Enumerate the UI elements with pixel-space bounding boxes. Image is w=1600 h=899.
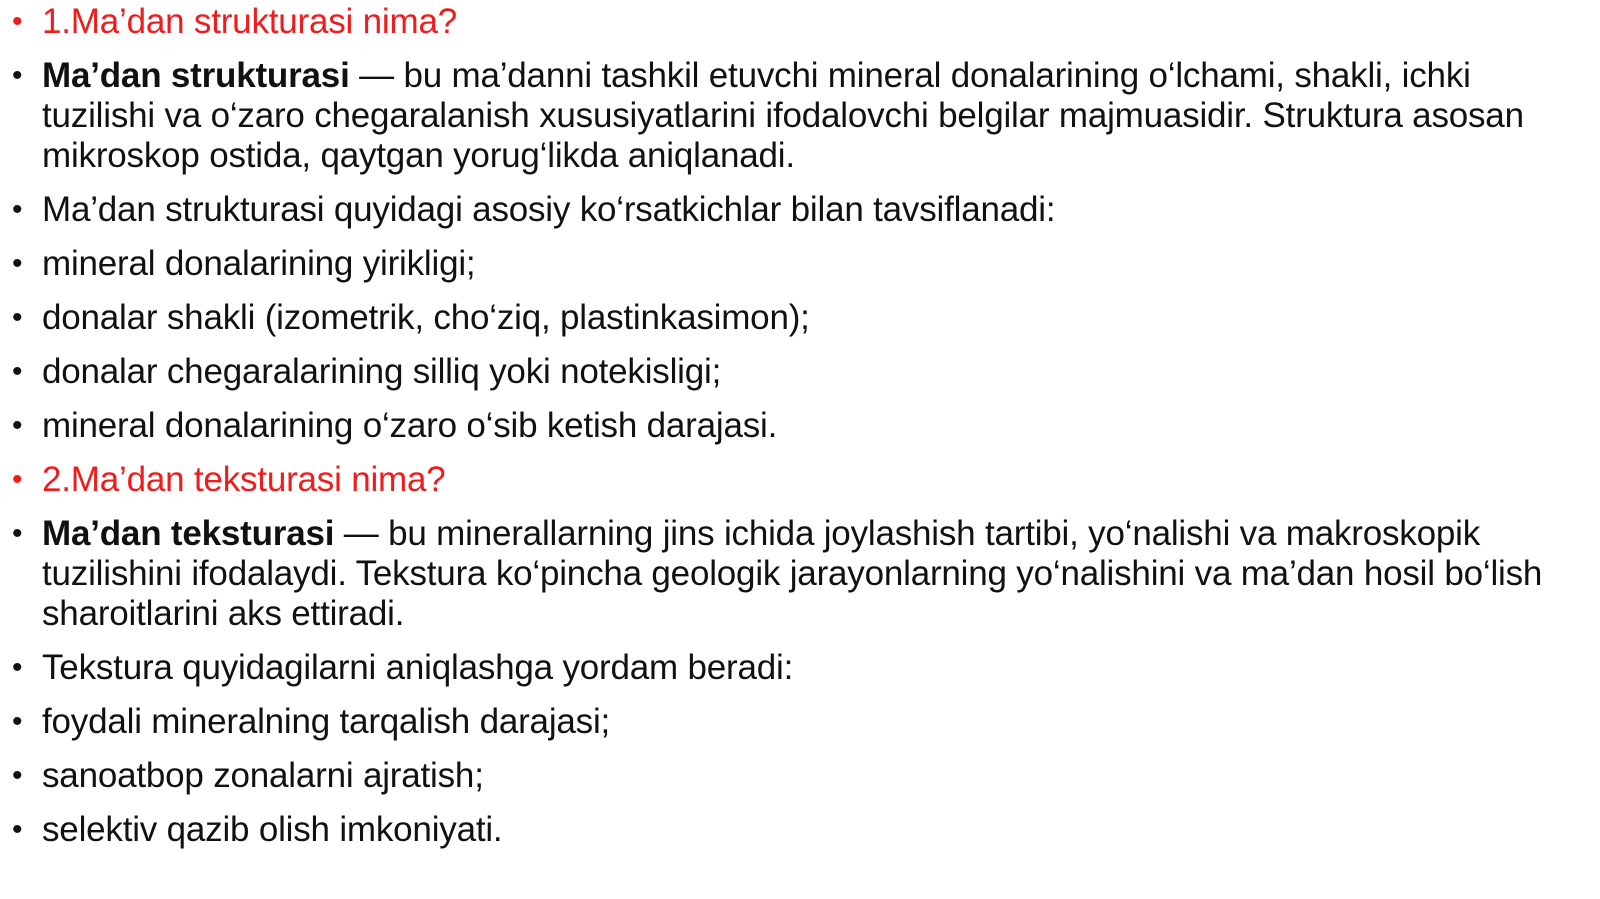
list-item [12,298,1592,338]
list-item-text: sanoatbop zonalarni ajratish; [42,756,484,795]
bullet-dot-icon: • [12,651,23,684]
bullet-dot-icon: • [12,463,23,496]
list-intro-text: Tekstura quyidagilarni aniqlashga yordam beradi: [42,648,794,687]
heading-text: 1.Ma’dan strukturasi nima? [42,2,457,41]
bullet-dot-icon: • [12,813,23,846]
list-item [12,406,1592,446]
bullet-dot-icon: • [12,193,23,226]
section-heading-structure [12,2,1592,42]
definition-term: Ma’dan teksturasi [42,514,335,553]
bullet-dot-icon: • [12,247,23,280]
list-intro-structure [12,190,1592,230]
list-intro-text: Ma’dan strukturasi quyidagi asosiy ko‘rsatkichlar bilan tavsiflanadi: [42,190,1056,229]
bullet-dot-icon: • [12,705,23,738]
list-item-text: mineral donalarining o‘zaro o‘sib ketish darajasi. [42,406,778,445]
definition-text: — bu minerallarning jins ichida joylashish tartibi, yo‘nalishi va makroskopik tuzilishini ifodalaydi. Tekstura ko‘pincha geologik jarayonlarning yo‘nalishini va ma’dan hosil bo‘lish sharoitlarini aks ettiradi. [42,514,1543,633]
definition-text: — bu ma’danni tashkil etuvchi mineral donalarining o‘lchami, shakli, ichki tuzilishi va o‘zaro chegaralanish xususiyatlarini ifodalovchi belgilar majmuasidir. Struktura asosan mikroskop ostida, qaytgan yorug‘likda aniqlanadi. [42,56,1524,175]
list-item [12,756,1592,796]
list-item [12,352,1592,392]
list-item-text: selektiv qazib olish imkoniyati. [42,810,503,849]
bullet-dot-icon: • [12,409,23,442]
section-heading-texture [12,460,1592,500]
bullet-dot-icon: • [12,301,23,334]
heading-text: 2.Ma’dan teksturasi nima? [42,460,446,499]
bullet-dot-icon: • [12,355,23,388]
list-item-text: donalar shakli (izometrik, cho‘ziq, plastinkasimon); [42,298,810,337]
definition-term: Ma’dan strukturasi [42,56,350,95]
list-item-text: foydali mineralning tarqalish darajasi; [42,702,611,741]
bullet-dot-icon: • [12,59,23,92]
list-item [12,244,1592,284]
list-item [12,702,1592,742]
definition-texture [12,514,1592,634]
bullet-dot-icon: • [12,5,23,38]
list-item-text: donalar chegaralarining silliq yoki notekisligi; [42,352,722,391]
definition-structure [12,56,1592,176]
list-intro-texture [12,648,1592,688]
bullet-list [12,2,1592,864]
list-item-text: mineral donalarining yirikligi; [42,244,476,283]
list-item [12,810,1592,850]
bullet-dot-icon: • [12,517,23,550]
bullet-dot-icon: • [12,759,23,792]
